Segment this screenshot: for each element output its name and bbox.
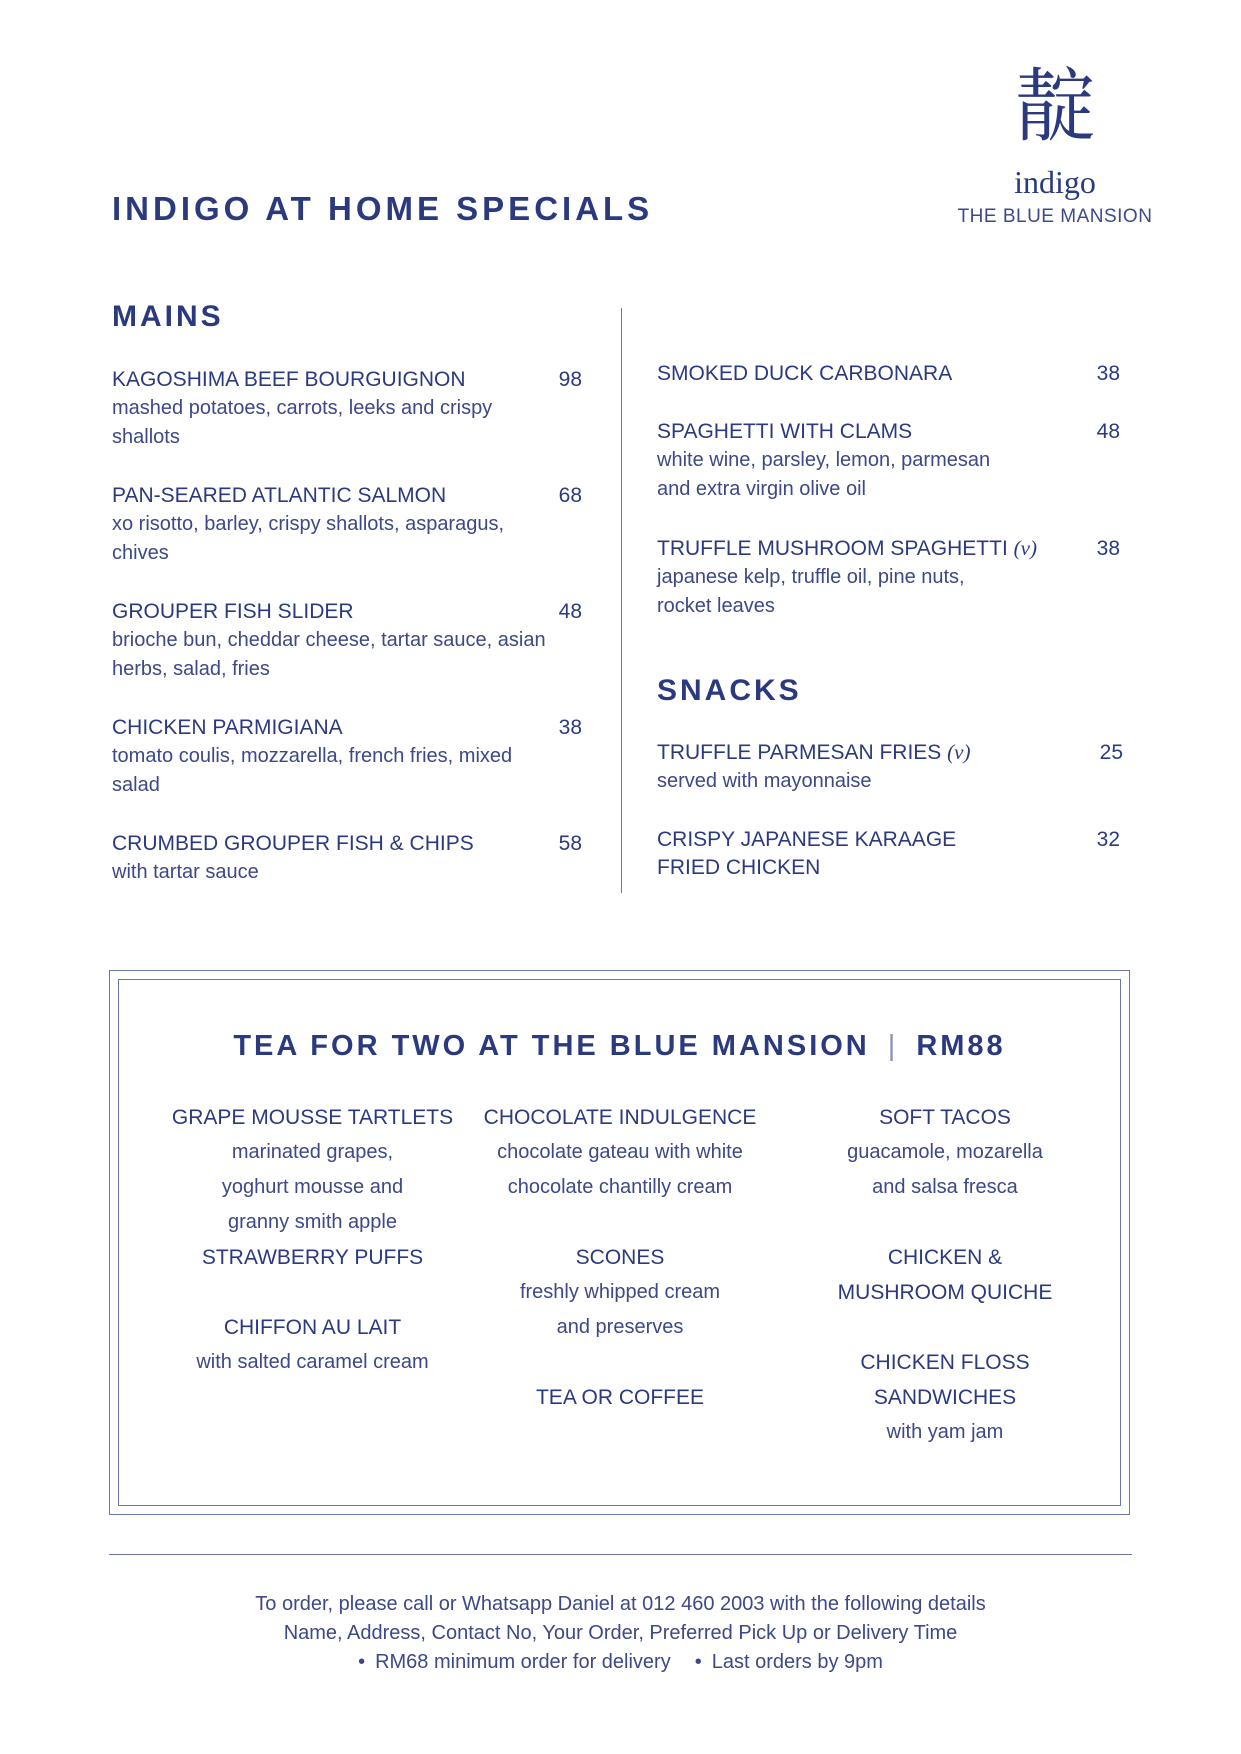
item-price: 98	[558, 368, 582, 391]
vegetarian-marker: (v)	[1013, 536, 1037, 560]
item-price: 38	[1096, 537, 1120, 560]
tea-title-separator: |	[887, 1030, 899, 1062]
item-name: KAGOSHIMA BEEF BOURGUIGNON	[112, 368, 466, 391]
item-description: with tartar sauce	[112, 861, 259, 883]
item-name: PAN-SEARED ATLANTIC SALMON	[112, 484, 447, 507]
item-price: 38	[1096, 362, 1120, 385]
mains-heading: MAINS	[112, 300, 224, 333]
menu-item	[112, 830, 582, 887]
tea-item-name: CHICKEN FLOSS	[860, 1351, 1030, 1374]
item-description: white wine, parsley, lemon, parmesan and extra virgin olive oil	[657, 449, 991, 500]
tea-item-description: chocolate chantilly cream	[507, 1176, 733, 1198]
item-price: 38	[558, 716, 582, 739]
item-price: 25	[1099, 741, 1123, 764]
item-description: brioche bun, cheddar cheese, tartar sauce, asian herbs, salad, fries	[112, 629, 546, 680]
tea-title-text: TEA FOR TWO AT THE BLUE MANSION	[233, 1030, 870, 1062]
tea-item-description: chocolate gateau with white	[497, 1141, 743, 1163]
item-name	[657, 534, 1037, 563]
item-name-text: TRUFFLE MUSHROOM SPAGHETTI	[657, 537, 1008, 560]
tea-title	[118, 1030, 1121, 1063]
footer-note-minimum: RM68 minimum order for delivery	[375, 1651, 671, 1673]
bullet-icon: •	[358, 1651, 366, 1673]
footer	[109, 1590, 1132, 1677]
tea-item-name: TEA OR COFFEE	[535, 1386, 705, 1409]
footer-order-instructions: To order, please call or Whatsapp Daniel at 012 460 2003 with the following details	[255, 1593, 986, 1615]
item-price: 32	[1096, 828, 1120, 851]
item-description: japanese kelp, truffle oil, pine nuts, rocket leaves	[657, 566, 965, 617]
item-price: 48	[558, 600, 582, 623]
menu-item	[112, 482, 582, 568]
logo-glyph: 靛	[1015, 60, 1095, 153]
tea-item-description: and preserves	[556, 1316, 684, 1338]
tea-item-description: with salted caramel cream	[196, 1351, 429, 1373]
tea-item-name: SOFT TACOS	[879, 1106, 1011, 1129]
tea-item-name: MUSHROOM QUICHE	[837, 1281, 1053, 1304]
menu-item	[657, 738, 1123, 796]
tea-column-2	[475, 1100, 765, 1415]
item-price: 48	[1096, 420, 1120, 443]
item-price: 58	[558, 832, 582, 855]
tea-item-name: CHIFFON AU LAIT	[223, 1316, 402, 1339]
vegetarian-marker: (v)	[947, 740, 971, 764]
item-name: GROUPER FISH SLIDER	[112, 600, 354, 623]
footer-divider	[109, 1554, 1132, 1555]
menu-item	[112, 598, 582, 684]
tea-item-description: freshly whipped cream	[519, 1281, 721, 1303]
menu-item	[657, 360, 1120, 388]
item-description: tomato coulis, mozzarella, french fries, mixed salad	[112, 745, 513, 796]
item-description: mashed potatoes, carrots, leeks and crispy shallots	[112, 397, 493, 448]
tea-item-description: guacamole, mozarella	[847, 1141, 1043, 1163]
menu-item	[657, 826, 1120, 882]
menu-item	[112, 366, 582, 452]
item-name: SPAGHETTI WITH CLAMS	[657, 420, 913, 443]
menu-item	[112, 714, 582, 800]
item-description: xo risotto, barley, crispy shallots, asparagus, chives	[112, 513, 505, 564]
item-name	[657, 738, 970, 767]
logo-wordmark: indigo	[1014, 164, 1096, 200]
tea-item-description: with yam jam	[886, 1421, 1004, 1443]
item-description: served with mayonnaise	[657, 770, 872, 792]
tea-item-description: marinated grapes,	[231, 1141, 394, 1163]
item-name: CHICKEN PARMIGIANA	[112, 716, 343, 739]
tea-item-name: CHOCOLATE INDULGENCE	[483, 1106, 757, 1129]
tea-item-description: granny smith apple	[228, 1211, 397, 1233]
tea-price: RM88	[916, 1030, 1006, 1062]
tea-item-name: SANDWICHES	[873, 1386, 1017, 1409]
page-title: INDIGO AT HOME SPECIALS	[112, 190, 654, 227]
logo-subtitle: THE BLUE MANSION	[957, 206, 1153, 227]
tea-column-1	[165, 1100, 460, 1380]
item-name-text: TRUFFLE PARMESAN FRIES	[657, 741, 942, 764]
tea-item-name: CHICKEN &	[887, 1246, 1003, 1269]
column-divider	[621, 308, 622, 893]
item-price: 68	[558, 484, 582, 507]
tea-item-description: and salsa fresca	[872, 1176, 1018, 1198]
bullet-icon: •	[694, 1651, 702, 1673]
footer-note-last-orders: Last orders by 9pm	[711, 1651, 883, 1673]
snacks-heading: SNACKS	[657, 674, 802, 707]
tea-item-name: GRAPE MOUSSE TARTLETS	[171, 1106, 454, 1129]
item-name: SMOKED DUCK CARBONARA	[657, 362, 953, 385]
tea-item-name: SCONES	[575, 1246, 665, 1269]
footer-notes	[109, 1648, 1132, 1677]
menu-item	[657, 534, 1120, 621]
tea-column-3	[800, 1100, 1090, 1450]
menu-item	[657, 418, 1120, 504]
item-name: CRISPY JAPANESE KARAAGE FRIED CHICKEN	[657, 828, 957, 879]
tea-item-description: yoghurt mousse and	[221, 1176, 404, 1198]
tea-item-name: STRAWBERRY PUFFS	[201, 1246, 424, 1269]
item-name: CRUMBED GROUPER FISH & CHIPS	[112, 832, 474, 855]
footer-order-details: Name, Address, Contact No, Your Order, Preferred Pick Up or Delivery Time	[283, 1622, 958, 1644]
